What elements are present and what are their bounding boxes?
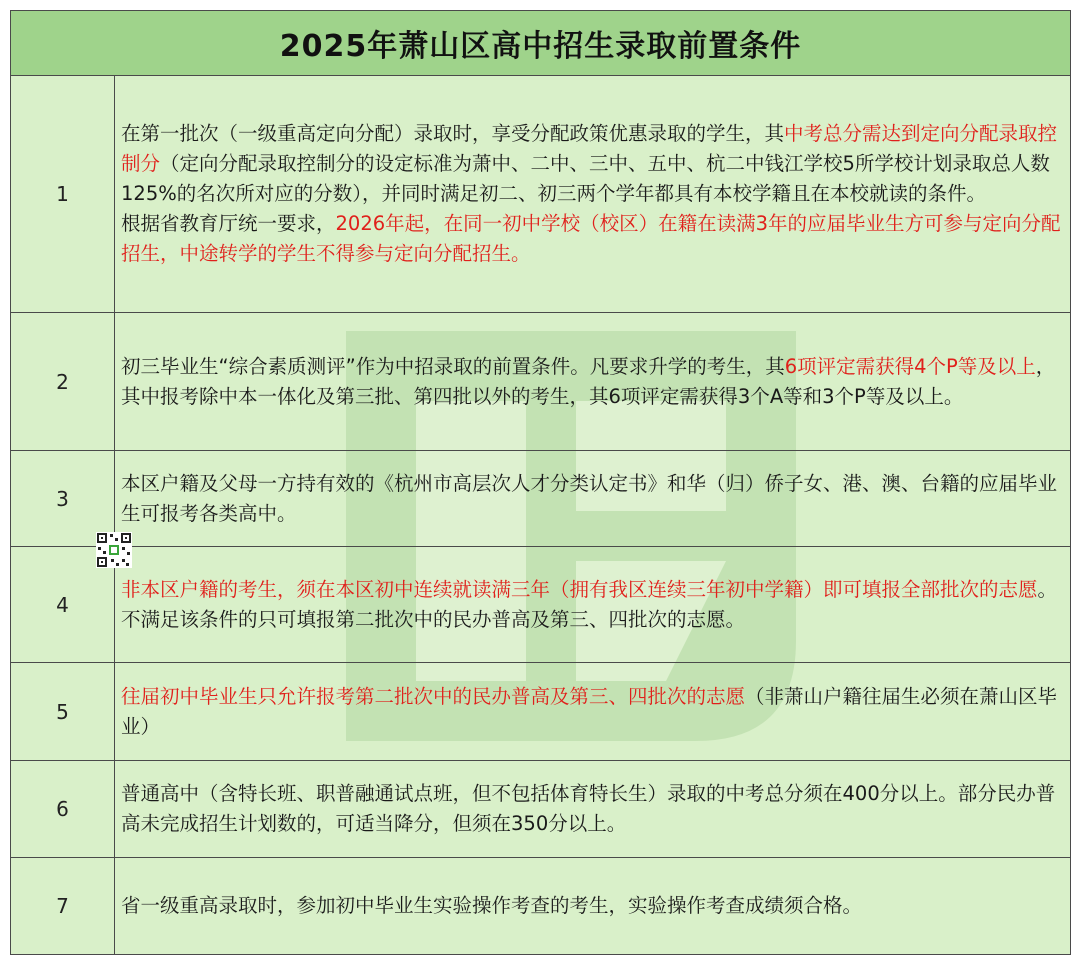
row-content: 初三毕业生“综合素质测评”作为中招录取的前置条件。凡要求升学的考生，其6项评定需获得4个P等及以上，其中报考除中本一体化及第三批、第四批以外的考生，其6项评定需获得3个A等和3个P等及以上。	[121, 354, 1056, 408]
table-row	[11, 761, 1070, 858]
row-content: 省一级重高录取时，参加初中毕业生实验操作考查的考生，实验操作考查成绩须合格。	[121, 894, 863, 917]
highlight-text: 往届初中毕业生只允许报考第二批次中的民办普高及第三、四批次的志愿	[121, 684, 746, 708]
table-row	[11, 858, 1070, 954]
table-title: 2025年萧山区高中招生录取前置条件	[11, 11, 1070, 76]
highlight-text: 非本区户籍的考生，须在本区初中连续就读满三年（拥有我区连续三年初中学籍）即可填报全部批次的志愿	[121, 577, 1038, 601]
row-number: 3	[11, 451, 115, 546]
row-number: 2	[11, 313, 115, 450]
row-number: 6	[11, 761, 115, 857]
row-content: 普通高中（含特长班、职普融通试点班，但不包括体育特长生）录取的中考总分须在400分以上。部分民办普高未完成招生计划数的，可适当降分，但须在350分以上。	[121, 782, 1056, 835]
table-row	[11, 547, 1070, 663]
table-row	[11, 75, 1070, 313]
row-number: 1	[11, 75, 115, 312]
highlight-text: 中考总分需达到定向分配录取控制分	[121, 121, 1058, 175]
highlight-text: 2026年起，在同一初中学校（校区）在籍在读满3年的应届毕业生方可参与定向分配招生，中途转学的学生不得参与定向分配招生。	[121, 211, 1061, 265]
table-row	[11, 313, 1070, 451]
highlight-text: 6项评定需获得4个P等及以上	[784, 354, 1036, 378]
row-content: 本区户籍及父母一方持有效的《杭州市高层次人才分类认定书》和华（归）侨子女、港、澳、台籍的应届毕业生可报考各类高中。	[121, 471, 1058, 525]
paragraph: 在第一批次（一级重高定向分配）录取时，享受分配政策优惠录取的学生，其中考总分需达到定向分配录取控制分（定向分配录取控制分的设定标准为萧中、二中、三中、五中、杭二中钱江学校5所学校计划录取总人数125%的名次所对应的分数），并同时满足初二、初三两个学年都具有本校学籍且在本校就读的条件。	[121, 121, 1058, 205]
row-content	[115, 75, 1070, 312]
row-number: 5	[11, 663, 115, 760]
table-row	[11, 663, 1070, 761]
row-number: 4	[11, 547, 115, 662]
qr-code-icon	[96, 532, 132, 568]
row-content: 非本区户籍的考生，须在本区初中连续就读满三年（拥有我区连续三年初中学籍）即可填报全部批次的志愿。不满足该条件的只可填报第二批次中的民办普高及第三、四批次的志愿。	[121, 577, 1058, 631]
paragraph: 根据省教育厅统一要求，2026年起，在同一初中学校（校区）在籍在读满3年的应届毕业生方可参与定向分配招生，中途转学的学生不得参与定向分配招生。	[121, 211, 1061, 265]
row-content: 往届初中毕业生只允许报考第二批次中的民办普高及第三、四批次的志愿（非萧山户籍往届生必须在萧山区毕业）	[121, 684, 1058, 738]
row-number: 7	[11, 858, 115, 954]
table-row	[11, 451, 1070, 547]
conditions-table	[10, 10, 1071, 955]
